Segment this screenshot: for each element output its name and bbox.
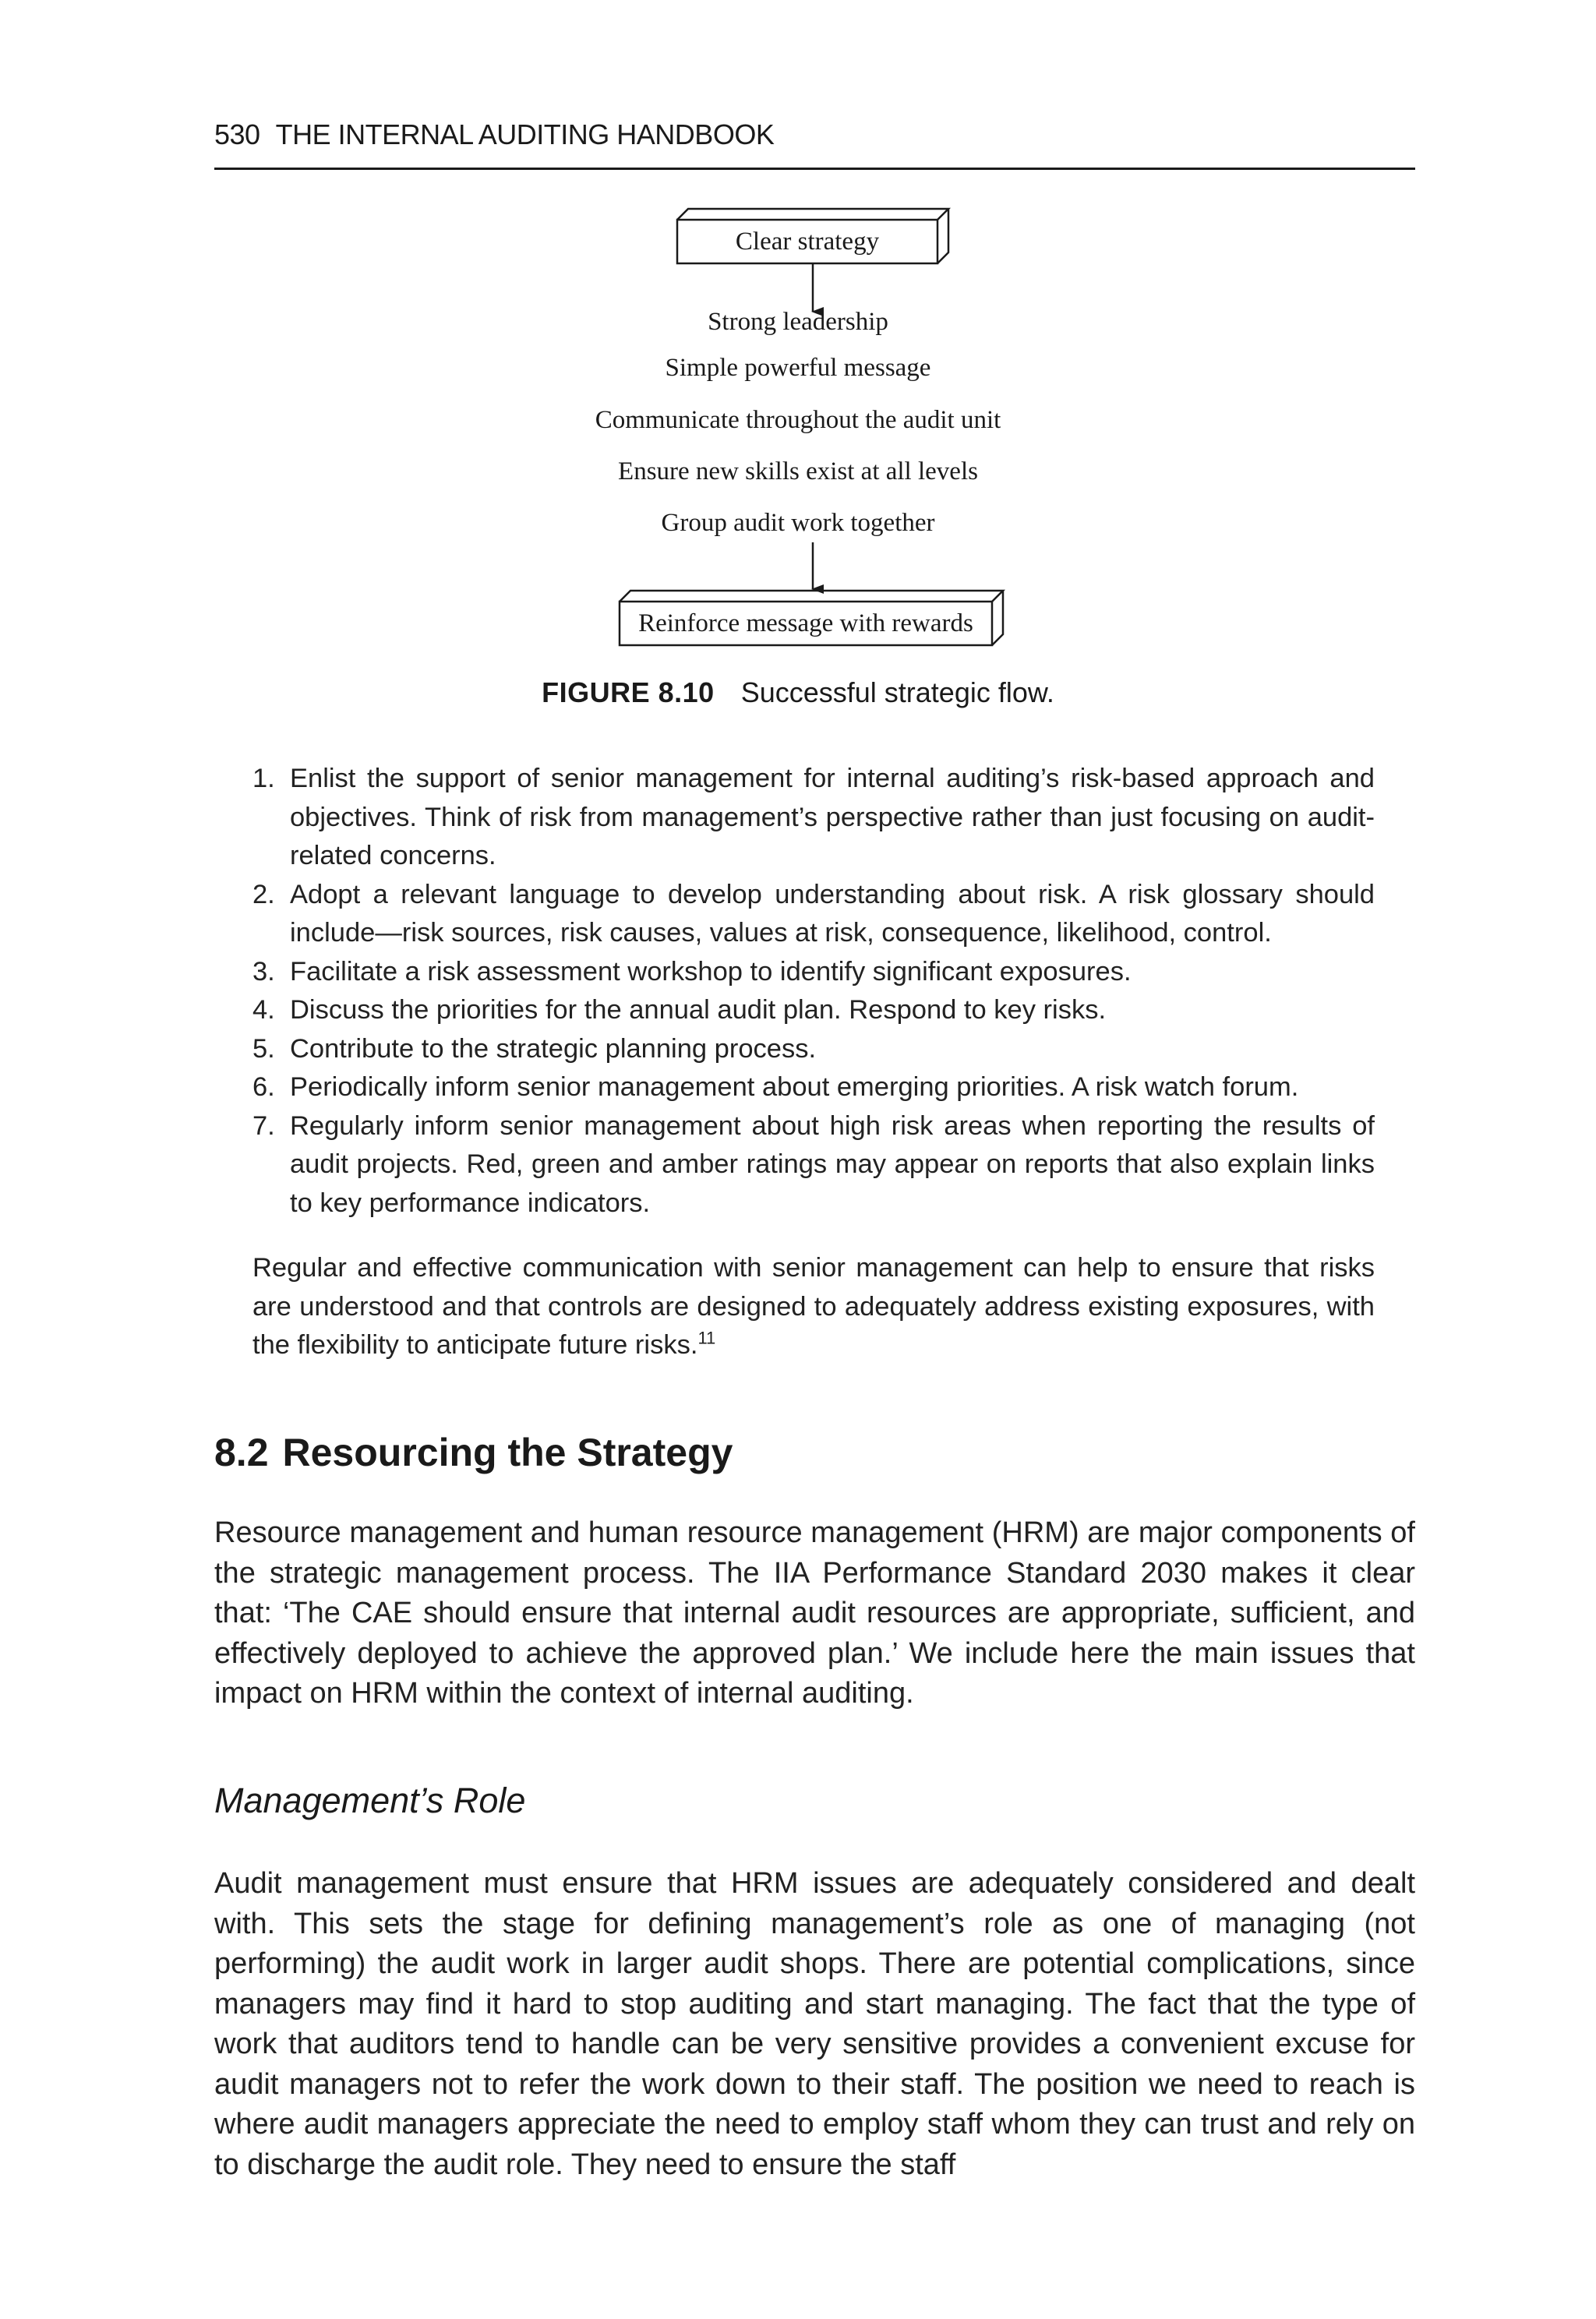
list-item <box>252 876 1375 953</box>
list-item-text: Enlist the support of senior management for internal auditing’s risk-based approach and objectives. Think of risk from management’s perspective rather than just focusing on audit-related concerns. <box>290 764 1375 870</box>
list-item-text: Discuss the priorities for the annual audit plan. Respond to key risks. <box>290 995 1107 1025</box>
flow-step: Simple powerful message <box>665 354 931 382</box>
list-item-number: 2. <box>252 879 275 909</box>
flow-step: Strong leadership <box>708 308 888 336</box>
list-item-number: 5. <box>252 1033 275 1064</box>
section-paragraph: Resource management and human resource management (HRM) are major components of the strategic management process. The IIA Performance Standard 2030 makes it clear that: ‘The CAE should ensure that internal audit resources are appropriate, sufficient, and effectively deployed to achieve the approved plan.’ We include here the main issues that impact on HRM within the context of internal auditing. <box>214 1516 1415 1710</box>
list-item-number: 3. <box>252 956 275 987</box>
figure-number: FIGURE 8.10 <box>542 676 715 708</box>
closing-paragraph <box>252 1249 1375 1365</box>
page-number: 530 <box>214 118 260 150</box>
flow-step: Group audit work together <box>661 509 935 537</box>
list-item-number: 6. <box>252 1072 275 1102</box>
list-item-text: Contribute to the strategic planning process. <box>290 1033 817 1064</box>
subsection-heading: Management’s Role <box>214 1781 526 1820</box>
closing-paragraph-text: Regular and effective communication with senior management can help to ensure that risks are understood and that controls are designed to adequately address existing exposures, with the flexibility to anticipate future risks. <box>252 1253 1375 1360</box>
running-head <box>214 118 1414 151</box>
section-title: Resourcing the Strategy <box>282 1431 733 1474</box>
list-item-text: Adopt a relevant language to develop understanding about risk. A risk glossary should include—risk sources, risk causes, values at risk, consequence, likelihood, control. <box>290 879 1375 948</box>
header-rule <box>214 168 1415 170</box>
book-title: THE INTERNAL AUDITING HANDBOOK <box>275 118 775 150</box>
section-number: 8.2 <box>214 1431 269 1474</box>
subsection-paragraph: Audit management must ensure that HRM issues are adequately considered and dealt with. This sets the stage for defining management’s role as one of managing (not performing) the audit work in larger audit shops. There are potential complications, since managers may find it hard to stop auditing and start managing. The fact that the type of work that auditors tend to handle can be very sensitive provides a convenient excuse for audit managers not to refer the work down to their staff. The position we need to reach is where audit managers appreciate the need to employ staff whom they can trust and rely on to discharge the audit role. They need to ensure the staff <box>214 1867 1415 2181</box>
list-item <box>252 991 1375 1030</box>
figure-caption <box>0 676 1596 709</box>
flow-step: Ensure new skills exist at all levels <box>618 457 978 485</box>
list-item-number: 4. <box>252 995 275 1025</box>
list-item-text: Regularly inform senior management about high risk areas when reporting the results of audit projects. Red, green and amber ratings may appear on reports that also explain links to key performance indicators. <box>290 1110 1375 1218</box>
top-box-label: Clear strategy <box>735 228 880 256</box>
list-item-text: Facilitate a risk assessment workshop to identify significant exposures. <box>290 956 1132 987</box>
footnote-marker: 11 <box>697 1328 716 1348</box>
numbered-list <box>252 760 1375 1223</box>
list-item <box>252 953 1375 992</box>
list-item <box>252 1030 1375 1069</box>
list-item <box>252 1107 1375 1223</box>
list-item <box>252 760 1375 876</box>
list-item <box>252 1068 1375 1107</box>
flow-diagram-graphics <box>0 203 1596 670</box>
list-item-text: Periodically inform senior management about emerging priorities. A risk watch forum. <box>290 1072 1299 1102</box>
list-item-number: 1. <box>252 764 275 793</box>
list-item-number: 7. <box>252 1110 275 1141</box>
bottom-box-label: Reinforce message with rewards <box>638 609 973 637</box>
section-heading <box>214 1430 1414 1475</box>
strategic-flow-figure <box>0 203 1596 740</box>
figure-caption-text: Successful strategic flow. <box>740 676 1054 708</box>
flow-step: Communicate throughout the audit unit <box>595 406 1001 434</box>
